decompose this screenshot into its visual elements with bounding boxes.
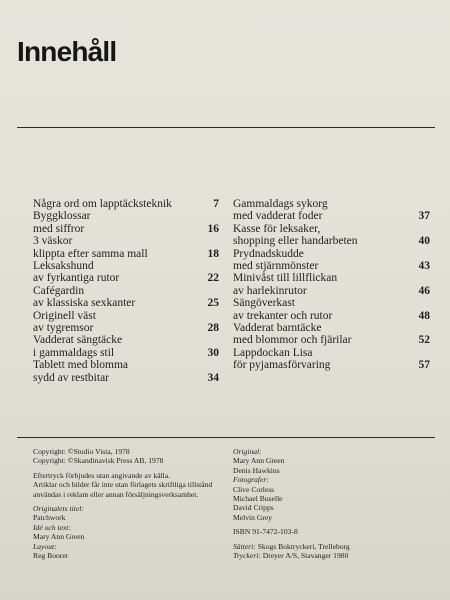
toc-entry: [33, 235, 219, 260]
toc-entry: [33, 334, 219, 359]
toc-entry-title: shopping eller handarbeten: [233, 235, 358, 248]
toc-entry-title: Gammaldags sykorg: [233, 198, 328, 210]
notice-line: användas i reklam eller annan försäljningsverksamhet.: [33, 489, 199, 499]
toc-entry: [33, 359, 219, 384]
toc-page-number: 48: [418, 309, 430, 322]
copyright-line: Copyright: ©Studio Vista, 1978: [33, 447, 130, 456]
toc-page-number: 30: [207, 346, 219, 359]
toc-entry-title: Leksakshund: [33, 260, 94, 273]
toc-entry-title: Några ord om lapptäcksteknik: [33, 198, 172, 210]
colophon-right: [233, 447, 433, 560]
toc-entry-title: Sängöverkast: [233, 297, 295, 310]
toc-left-column: [33, 198, 219, 384]
toc-page-number: 57: [418, 359, 430, 372]
photographers-label: Fotografer:: [233, 475, 269, 485]
toc-page-number: 34: [207, 371, 219, 384]
toc-entry: [233, 272, 430, 297]
toc-entry-title: av tygremsor: [33, 322, 94, 335]
original-author: Denis Hawkins: [233, 465, 280, 475]
toc-page-number: 40: [418, 235, 430, 248]
toc-entry: [33, 285, 219, 310]
notice-line: Eftertryck förbjudes utan angivande av källa.: [33, 470, 171, 480]
top-divider: [17, 127, 435, 128]
toc-entry-title: Prydnadskudde: [233, 247, 304, 260]
toc-entry-title: sydd av restbitar: [33, 371, 110, 384]
notice-line: Artiklar och bilder får inte utan förlagets skriftliga tillstånd: [33, 480, 213, 490]
toc-page-number: 25: [207, 297, 219, 310]
toc-right-column: [233, 198, 430, 372]
page-title: Innehåll: [17, 36, 117, 67]
toc-entry-title: Lappdockan Lisa: [233, 346, 313, 359]
photographer: Melvin Grey: [233, 512, 273, 522]
original-title: Patchwork: [33, 513, 66, 523]
toc-entry-title: Minivåst till lillflickan: [233, 272, 338, 285]
original-author: Mary Ann Green: [233, 456, 285, 466]
toc-page-number: 52: [418, 334, 430, 347]
toc-page-number: 18: [207, 247, 219, 260]
toc-entry-title: Byggklossar: [33, 210, 91, 223]
toc-entry-title: klippta efter samma mall: [33, 247, 148, 260]
toc-entry: [233, 297, 430, 322]
toc-page-number: 37: [418, 210, 430, 223]
toc-entry: [233, 347, 430, 372]
printer: Dreyer A/S, Stavanger 1980: [262, 551, 349, 561]
toc-page-number: 16: [207, 222, 219, 235]
toc-entry: [233, 198, 430, 223]
toc-entry: [33, 310, 219, 335]
layout-label: Layout:: [33, 541, 57, 551]
printer-label: Tryckeri:: [233, 551, 261, 561]
isbn: ISBN 91-7472-103-8: [233, 527, 298, 537]
toc-entry: [233, 248, 430, 273]
toc-page-number: 7: [213, 198, 219, 210]
toc-entry-title: av harlekinrutor: [233, 284, 307, 297]
bottom-divider: [17, 437, 435, 438]
toc-page-number: 28: [207, 322, 219, 335]
setter-label: Sätteri:: [233, 541, 256, 551]
toc-entry: [33, 198, 219, 210]
original-label: Original:: [233, 447, 262, 456]
original-title-label: Originalets titel:: [33, 504, 84, 514]
toc-entry: [33, 210, 219, 235]
photographer: Michael Buselle: [233, 494, 283, 504]
toc-page-number: 22: [207, 272, 219, 285]
toc-entry-title: med vadderat foder: [233, 210, 323, 223]
toc-entry: [233, 322, 430, 347]
toc-entry-title: Originell väst: [33, 309, 96, 322]
toc-entry-title: i gammaldags stil: [33, 346, 115, 359]
toc-entry-title: av fyrkantiga rutor: [33, 272, 120, 285]
idea-label: Idé och text:: [33, 522, 71, 532]
photographer: Clive Corless: [233, 484, 275, 494]
toc-entry-title: Vadderat barntäcke: [233, 322, 322, 335]
toc-entry-title: av trekanter och rutor: [233, 309, 333, 322]
toc-entry-title: Cafégardin: [33, 284, 85, 297]
toc-entry-title: med siffror: [33, 222, 85, 235]
setter: Skogs Boktryckeri, Trelleborg: [257, 541, 350, 551]
toc-entry: [233, 223, 430, 248]
layout-author: Reg Boorer: [33, 551, 69, 561]
toc-entry-title: Kasse för leksaker,: [233, 222, 321, 235]
toc-entry-title: Vadderat sängtäcke: [33, 334, 123, 347]
idea-author: Mary Ann Green: [33, 532, 85, 542]
colophon-left: [33, 447, 233, 560]
photographer: David Cripps: [233, 503, 274, 513]
toc-entry-title: av klassiska sexkanter: [33, 297, 136, 310]
toc-entry-title: Tablett med blomma: [33, 359, 129, 372]
toc-entry-title: med blommor och fjärilar: [233, 334, 352, 347]
toc-page-number: 46: [418, 284, 430, 297]
toc-entry-title: med stjärnmönster: [233, 260, 319, 273]
toc-entry: [33, 260, 219, 285]
copyright-line: Copyright: ©Skandinavisk Press AB, 1978: [33, 456, 164, 466]
toc-entry-title: för pyjamasförvaring: [233, 359, 331, 372]
toc-entry-title: 3 väskor: [33, 235, 73, 248]
toc-page-number: 43: [418, 260, 430, 273]
